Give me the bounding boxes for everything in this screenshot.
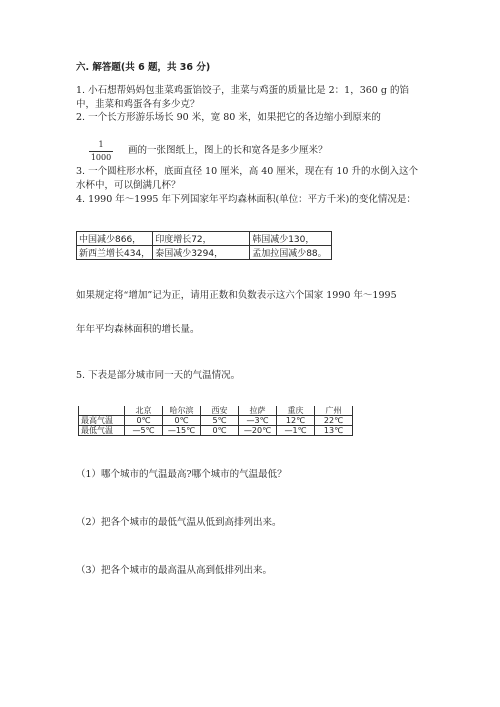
table-header-row bbox=[79, 406, 353, 416]
table-cell: 13℃ bbox=[315, 426, 353, 436]
row-label: 最高气温 bbox=[79, 416, 125, 426]
question-3-line-1: 3. 一个圆柱形水杯，底面直径 10 厘米，高 40 厘米，现在有 10 升的水倒入这个 bbox=[76, 166, 418, 177]
fraction bbox=[89, 140, 113, 163]
table-cell: —20℃ bbox=[239, 426, 277, 436]
table-cell: 5℃ bbox=[201, 416, 239, 426]
table-header-cell: 重庆 bbox=[277, 406, 315, 416]
table-cell: 新西兰增长434， bbox=[77, 246, 153, 260]
row-label: 最低气温 bbox=[79, 426, 125, 436]
question-4-after-line-1: 如果规定将“增加”记为正，请用正数和负数表示这六个国家 1990 年～1995 bbox=[76, 290, 397, 301]
table-header-cell: 广州 bbox=[315, 406, 353, 416]
fraction-denominator: 1000 bbox=[90, 153, 112, 162]
forest-change-table bbox=[76, 231, 332, 260]
question-2-line-2: 画的一张图纸上，图上的长和宽各是多少厘米？ bbox=[128, 145, 328, 156]
table-cell: —3℃ bbox=[239, 416, 277, 426]
question-2-line-1: 2. 一个长方形游乐场长 90 米，宽 80 米，如果把它的各边缩小到原来的 bbox=[76, 112, 381, 123]
question-5-sub-3: （3）把各个城市的最高温从高到低排列出来。 bbox=[76, 565, 273, 576]
question-5-line-1: 5. 下表是部分城市同一天的气温情况。 bbox=[76, 370, 241, 381]
table-header-cell: 西安 bbox=[201, 406, 239, 416]
table-row bbox=[77, 246, 332, 260]
table-cell: 孟加拉国减少88。 bbox=[250, 246, 332, 260]
table-header-cell: 哈尔滨 bbox=[163, 406, 201, 416]
question-5-sub-1: （1）哪个城市的气温最高?哪个城市的气温最低？ bbox=[76, 469, 287, 480]
table-cell: 中国减少866， bbox=[77, 232, 153, 246]
table-cell: 12℃ bbox=[277, 416, 315, 426]
question-4-after-line-2: 年年平均森林面积的增长量。 bbox=[76, 324, 200, 335]
table-row bbox=[79, 426, 353, 436]
section-title: 六. 解答题(共 6 题，共 36 分) bbox=[76, 62, 211, 73]
table-cell: 泰国减少3294， bbox=[153, 246, 250, 260]
question-3-line-2: 水杯中，可以倒满几杯？ bbox=[76, 180, 181, 191]
temperature-table bbox=[78, 406, 353, 436]
table-cell: 0℃ bbox=[201, 426, 239, 436]
table-cell: 印度增长72， bbox=[153, 232, 250, 246]
table-row bbox=[77, 232, 332, 246]
table-corner-cell bbox=[79, 406, 125, 416]
table-cell: —1℃ bbox=[277, 426, 315, 436]
question-5-sub-2: （2）把各个城市的最低气温从低到高排列出来。 bbox=[76, 517, 282, 528]
table-cell: 0℃ bbox=[125, 416, 163, 426]
table-cell: 0℃ bbox=[163, 416, 201, 426]
table-header-cell: 拉萨 bbox=[239, 406, 277, 416]
question-4-line-1: 4. 1990 年～1995 年下列国家年平均森林面积(单位：平方千米)的变化情况是： bbox=[76, 194, 416, 205]
table-header-cell: 北京 bbox=[125, 406, 163, 416]
table-cell: —15℃ bbox=[163, 426, 201, 436]
fraction-bar bbox=[89, 151, 113, 152]
table-cell: 韩国减少130， bbox=[250, 232, 332, 246]
question-1-line-2: 中，韭菜和鸡蛋各有多少克？ bbox=[76, 99, 200, 110]
table-row bbox=[79, 416, 353, 426]
table-cell: —5℃ bbox=[125, 426, 163, 436]
fraction-numerator: 1 bbox=[98, 140, 104, 149]
question-1-line-1: 1. 小石想帮妈妈包韭菜鸡蛋馅饺子，韭菜与鸡蛋的质量比是 2：1，360 g 的馅 bbox=[76, 85, 409, 96]
table-cell: 22℃ bbox=[315, 416, 353, 426]
